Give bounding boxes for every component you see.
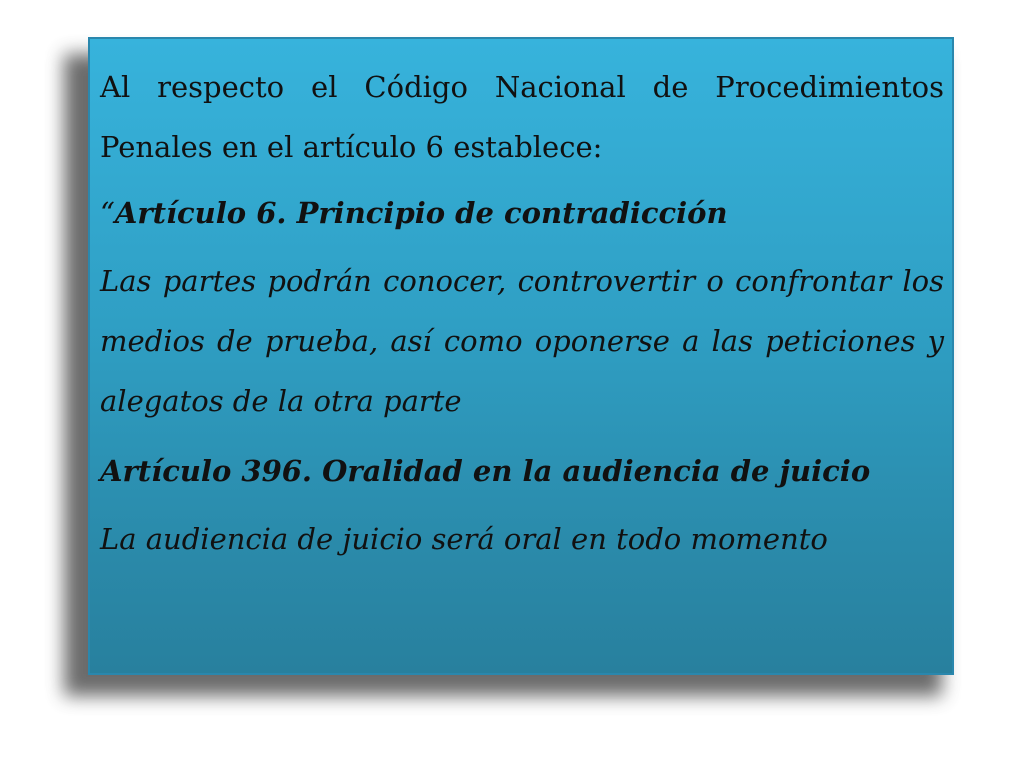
article-396-text: La audiencia de juicio será oral en todo momento — [100, 522, 828, 556]
article-6-title: Artículo 6. Principio de contradicción — [114, 196, 728, 230]
article-6-heading — [100, 187, 944, 239]
article-396-heading: Artículo 396. Oralidad en la audiencia de juicio — [100, 454, 871, 488]
opening-quote: “ — [100, 196, 115, 230]
text-box — [88, 37, 954, 675]
article-6-text: Las partes podrán conocer, controvertir o confrontar los medios de prueba, así como oponerse a las peticiones y alegatos de la otra parte — [100, 264, 944, 418]
intro-paragraph: Al respecto el Código Nacional de Procedimientos Penales en el artículo 6 establece: — [100, 70, 944, 164]
